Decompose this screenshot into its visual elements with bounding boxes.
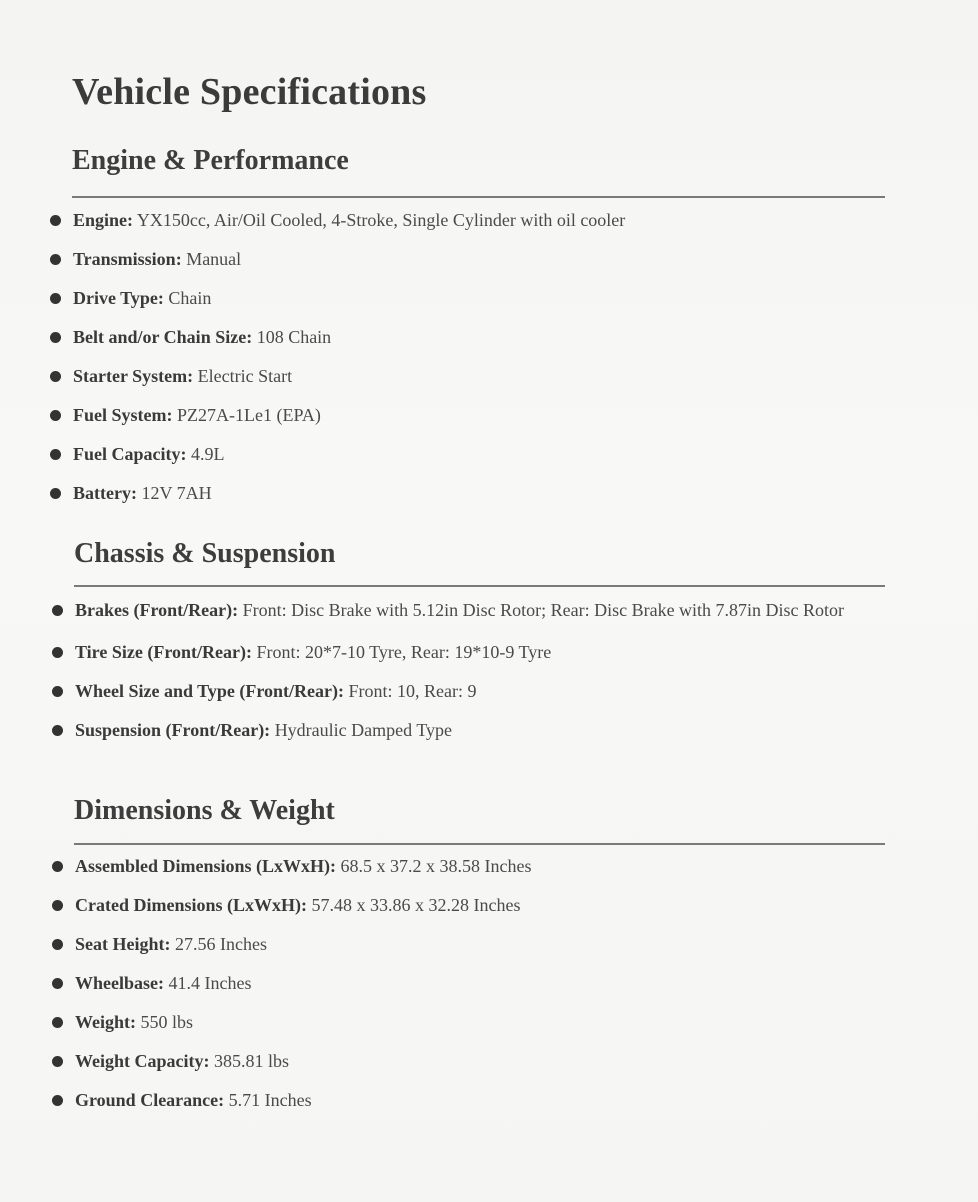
section-divider (72, 196, 885, 198)
bullet-icon (52, 1056, 63, 1067)
list-item (48, 482, 888, 504)
list-item (50, 599, 870, 621)
list-item (48, 287, 888, 309)
spec-label: Wheelbase: (75, 973, 164, 993)
spec-value: Hydraulic Damped Type (274, 720, 453, 740)
list-item (50, 933, 890, 955)
bullet-icon (52, 861, 63, 872)
spec-label: Brakes (Front/Rear): (75, 600, 239, 620)
spec-value: 108 Chain (256, 327, 332, 347)
list-item (50, 894, 890, 916)
spec-label: Tire Size (Front/Rear): (75, 642, 252, 662)
spec-value: Front: Disc Brake with 5.12in Disc Rotor; Rear: Disc Brake with 7.87in Disc Rotor (242, 600, 845, 620)
spec-label: Assembled Dimensions (LxWxH): (75, 856, 337, 876)
section-heading: Dimensions & Weight (74, 795, 335, 826)
bullet-icon (52, 605, 63, 616)
spec-value: Front: 10, Rear: 9 (348, 681, 477, 701)
bullet-icon (50, 215, 61, 226)
spec-label: Fuel Capacity: (73, 444, 187, 464)
bullet-icon (52, 725, 63, 736)
spec-list (50, 855, 890, 1111)
spec-label: Seat Height: (75, 934, 171, 954)
list-item (48, 326, 888, 348)
spec-value: 27.56 Inches (174, 934, 267, 954)
spec-label: Weight Capacity: (75, 1051, 210, 1071)
bullet-icon (52, 647, 63, 658)
bullet-icon (50, 254, 61, 265)
spec-value: Manual (186, 249, 242, 269)
spec-value: Front: 20*7-10 Tyre, Rear: 19*10-9 Tyre (256, 642, 552, 662)
bullet-icon (52, 900, 63, 911)
spec-value: 385.81 lbs (214, 1051, 290, 1071)
spec-label: Transmission: (73, 249, 182, 269)
spec-value: Chain (168, 288, 212, 308)
bullet-icon (50, 332, 61, 343)
list-item (48, 404, 888, 426)
list-item (50, 1050, 890, 1072)
spec-value: Electric Start (197, 366, 293, 386)
spec-label: Starter System: (73, 366, 194, 386)
spec-value: 4.9L (190, 444, 225, 464)
spec-label: Engine: (73, 210, 134, 230)
spec-value: 68.5 x 37.2 x 38.58 Inches (340, 856, 532, 876)
spec-label: Weight: (75, 1012, 136, 1032)
spec-value: 550 lbs (140, 1012, 194, 1032)
bullet-icon (52, 1095, 63, 1106)
section-heading: Engine & Performance (72, 145, 349, 176)
bullet-icon (52, 978, 63, 989)
section-divider (74, 843, 885, 845)
page-title: Vehicle Specifications (72, 71, 427, 113)
list-item (50, 680, 870, 702)
list-item (50, 641, 870, 663)
list-item (48, 209, 888, 231)
spec-list (48, 209, 888, 504)
section-heading: Chassis & Suspension (74, 538, 336, 569)
spec-list (50, 599, 870, 741)
bullet-icon (50, 449, 61, 460)
list-item (50, 972, 890, 994)
list-item (48, 365, 888, 387)
spec-label: Ground Clearance: (75, 1090, 225, 1110)
bullet-icon (52, 939, 63, 950)
spec-label: Wheel Size and Type (Front/Rear): (75, 681, 344, 701)
spec-label: Fuel System: (73, 405, 173, 425)
list-item (48, 443, 888, 465)
section-divider (74, 585, 885, 587)
spec-value: 41.4 Inches (168, 973, 252, 993)
list-item (48, 248, 888, 270)
bullet-icon (52, 1017, 63, 1028)
bullet-icon (50, 488, 61, 499)
spec-label: Drive Type: (73, 288, 164, 308)
bullet-icon (50, 293, 61, 304)
spec-value: YX150cc, Air/Oil Cooled, 4-Stroke, Single Cylinder with oil cooler (136, 210, 626, 230)
spec-label: Battery: (73, 483, 137, 503)
spec-label: Belt and/or Chain Size: (73, 327, 253, 347)
bullet-icon (50, 410, 61, 421)
spec-value: PZ27A-1Le1 (EPA) (176, 405, 321, 425)
spec-value: 5.71 Inches (228, 1090, 312, 1110)
spec-label: Suspension (Front/Rear): (75, 720, 271, 740)
list-item (50, 1089, 890, 1111)
list-item (50, 855, 890, 877)
spec-value: 12V 7AH (141, 483, 212, 503)
spec-label: Crated Dimensions (LxWxH): (75, 895, 307, 915)
bullet-icon (50, 371, 61, 382)
list-item (50, 719, 870, 741)
list-item (50, 1011, 890, 1033)
spec-value: 57.48 x 33.86 x 32.28 Inches (311, 895, 521, 915)
bullet-icon (52, 686, 63, 697)
